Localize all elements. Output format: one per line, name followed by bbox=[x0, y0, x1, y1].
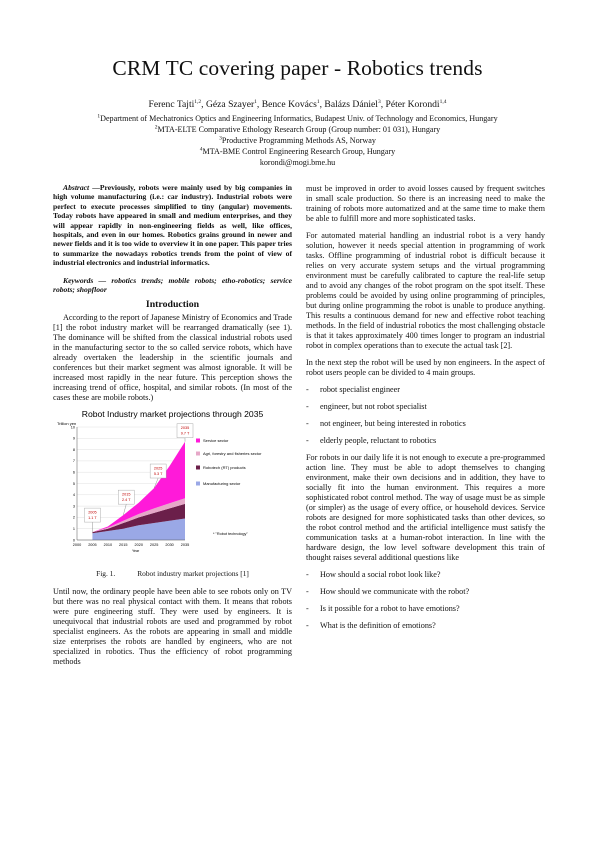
right-column bbox=[306, 184, 545, 631]
y-axis-label: Trillion yen bbox=[57, 421, 77, 427]
legend-swatch bbox=[196, 439, 200, 443]
chart-title: Robot Industry market projections through 2035 bbox=[81, 409, 264, 420]
y-tick-label: 3 bbox=[72, 504, 75, 509]
author-affiliation-mark: 3 bbox=[377, 98, 381, 105]
keywords-text: — robotics trends; mobile robots; etho-robotics; service robots; shopfloor bbox=[53, 275, 292, 295]
author-list: Ferenc Tajti$^{1,2}$, Géza Szayer$^1$, Bence Kovács$^1$, Balázs Dániel$^3$, Péter Korondi$^{1,4}$ bbox=[148, 98, 447, 110]
callout-value: 1.1 T bbox=[88, 516, 97, 521]
legend-swatch bbox=[196, 466, 200, 470]
legend-entry: Service sector bbox=[203, 438, 229, 444]
left-column bbox=[53, 183, 292, 667]
y-tick-label: 7 bbox=[72, 459, 75, 464]
y-tick-label: 9 bbox=[72, 437, 75, 442]
callout-year: 2005 bbox=[88, 511, 97, 516]
author-affiliation-mark: 1,4 bbox=[439, 98, 447, 105]
callout-value: 9.7 T bbox=[180, 432, 190, 437]
intro-paragraph-1: According to the report of Japanese Ministry of Economics and Trade [1] the robot industry market will be rearranged dramatically (see 1). The dominance will be shifted from the classical industrial robots used in the manufacturing sector to the so called service robots, which have already overtaken the leadership in the scientific journals and conferences but their market segment was almost ignorable. It will be increased most rapidly in the near future. This perception shows the increasing trend of office, hospital, and similar robots. (In most of the cases these are mobile robots.) bbox=[53, 313, 292, 403]
x-tick-label: 2005 bbox=[88, 543, 97, 548]
y-tick-label: 10 bbox=[70, 425, 75, 430]
figure-caption-number: Fig. 1. bbox=[96, 569, 116, 579]
list-item: - How should we communicate with the robot? bbox=[306, 587, 545, 597]
x-axis-label: Year bbox=[131, 549, 140, 554]
callout-value: 2.4 T bbox=[121, 498, 131, 503]
legend-entry: Robotech (RT) products bbox=[203, 465, 246, 471]
author-name: Géza Szayer bbox=[205, 99, 255, 110]
affiliation: $^4$MTA-BME Control Engineering Research Group, Hungary bbox=[199, 146, 396, 156]
x-tick-label: 2015 bbox=[119, 543, 128, 548]
author-affiliation-mark: 1,2 bbox=[194, 98, 202, 105]
x-tick-label: 2010 bbox=[103, 543, 113, 548]
legend-entry: Manufacturing sector bbox=[203, 481, 241, 487]
author-name: Bence Kovács bbox=[261, 99, 317, 110]
x-tick-label: 2030 bbox=[165, 543, 174, 548]
y-tick-label: 5 bbox=[72, 482, 75, 487]
callout-value: 5.3 T bbox=[153, 472, 163, 477]
intro-paragraph-2: Until now, the ordinary people have been able to see robots only on TV but there was no real physical contact with them. It means that robots were pure engineering stuff. They were used by engineers. It is unequivocal that industrial robots are used and programmed by robot specialist engineers. As the robots are appearing in small and middle size enterprises the robots are handled by engineers, who are not specialized in robotics. Thus the efficiency of robot programming methods bbox=[53, 587, 292, 667]
list-item: - Is it possible for a robot to have emotions? bbox=[306, 604, 545, 614]
x-tick-label: 2000 bbox=[72, 543, 82, 548]
paper-title: CRM TC covering paper - Robotics trends bbox=[112, 56, 483, 80]
affiliation: $^1$Department of Mechatronics Optics and Engineering Informatics, Budapest Univ. of Technology and Economics, Hungary bbox=[97, 113, 498, 123]
figure-caption bbox=[53, 569, 292, 579]
legend-swatch bbox=[196, 482, 200, 486]
list-item: - engineer, but not robot specialist bbox=[306, 402, 545, 412]
abstract-label: Abstract bbox=[63, 183, 90, 192]
section-heading-introduction: Introduction bbox=[145, 299, 200, 311]
affiliation-list bbox=[0, 113, 595, 168]
right-paragraph-4: For robots in our daily life it is not enough to execute a pre-programmed action line. They must be able to adopt themselves to changing environment, make their own decisions and in addition, they have to socially fit into the human environment. This requires a more sophisticated robot control method. The way of usage must be as simple (or simpler) as the usage of every office, or household devices. Service robots are designed for more sophisticated tasks than other devices, so the robot control method and the artificial intelligence must satisfy the communication tasks at a human-robot interaction. In line with the hardware design, the low level software development this train of thought raises several additional questions like bbox=[306, 453, 545, 562]
user-group-list bbox=[306, 385, 545, 446]
x-tick-label: 2035 bbox=[180, 543, 190, 548]
y-tick-label: 8 bbox=[72, 448, 75, 453]
question-list bbox=[306, 570, 545, 631]
keywords bbox=[53, 276, 292, 295]
abstract-text: —Previously, robots were mainly used by big companies in high volume manufacturing (i.e.: car industry). Industrial robots were perfect to execute processes simplified to tiny (angular) movements. Today robots have appeared in small and medium enterprises, and they will appear rapidly in non-engineering fields as well, like offices, hospitals, and even in our homes. Robotics grains ground in newer and newer fields and it is too wide to overview it in one paper. This paper tries to summarize the nowadays robotics trends from the point of view of industrial electronics and industrial informatics. bbox=[53, 183, 292, 268]
keywords-label: Keywords bbox=[63, 275, 94, 285]
list-item: - elderly people, reluctant to robotics bbox=[306, 436, 545, 446]
author-name: Balázs Dániel bbox=[324, 99, 378, 110]
y-tick-label: 1 bbox=[72, 527, 75, 532]
chart-footnote: * "Robot technology" bbox=[213, 532, 248, 537]
affiliation: $^2$MTA-ELTE Comparative Ethology Research Group (Group number: 01 031), Hungary bbox=[154, 124, 441, 134]
y-tick-label: 2 bbox=[72, 516, 75, 521]
right-paragraph-1: must be improved in order to avoid losses caused by frequent switches in small scale production. So there is an increasing need to make the training of robots more automatized and at the same time to make them be able to fulfill more and more sophisticated tasks. bbox=[306, 184, 545, 223]
affiliation: $^3$Productive Programming Methods AS, Norway bbox=[219, 135, 376, 145]
list-item: - robot specialist engineer bbox=[306, 385, 545, 395]
callout-year: 2025 bbox=[153, 466, 163, 471]
abstract bbox=[53, 183, 292, 268]
y-tick-label: 0 bbox=[72, 538, 75, 543]
y-tick-label: 6 bbox=[72, 470, 75, 475]
list-item: - How should a social robot look like? bbox=[306, 570, 545, 580]
figure-caption-text: Robot industry market projections [1] bbox=[137, 569, 249, 579]
right-paragraph-2: For automated material handling an industrial robot is a very handy solution, however it needs special attention in programming of work tasks. Offline programming of industrial robot is difficult because it relies on very accurate system setups and the virtual programming environment must be carefully calibrated to capture the real-life setup and to avoid any changes of the robot program on the spot itself. These problems could be avoided by using online programming of principles, but during online programming the robot is unable to produce anything. This results a continuous demand for new and effective robot teaching methods. In the field of industrial robotics the most challenging obstacle is that it takes approximately 400 times longer to program an industrial robot in complex operations than to execute the actual task [2]. bbox=[306, 231, 545, 350]
author-affiliation-mark: 1 bbox=[254, 98, 257, 105]
figure-1 bbox=[53, 407, 292, 567]
author-name: Ferenc Tajti bbox=[148, 99, 195, 110]
author-affiliation-mark: 1 bbox=[316, 98, 320, 105]
x-tick-label: 2020 bbox=[134, 543, 143, 548]
y-tick-label: 4 bbox=[72, 493, 75, 498]
contact-email: korondi@mogi.bme.hu bbox=[259, 158, 336, 167]
list-item: - What is the definition of emotions? bbox=[306, 621, 545, 631]
legend-entry: Agri, forestry and fisheries sector bbox=[203, 451, 262, 457]
callout-year: 2015 bbox=[122, 493, 131, 498]
market-projection-chart bbox=[53, 407, 292, 567]
x-tick-label: 2025 bbox=[149, 543, 159, 548]
legend-swatch bbox=[196, 452, 200, 456]
author-name: Péter Korondi bbox=[385, 99, 440, 110]
list-item: - not engineer, but being interested in robotics bbox=[306, 419, 545, 429]
callout-year: 2035 bbox=[180, 426, 190, 431]
right-paragraph-3: In the next step the robot will be used by non engineers. In the aspect of robot users people can be divided to 4 main groups. bbox=[306, 358, 545, 377]
